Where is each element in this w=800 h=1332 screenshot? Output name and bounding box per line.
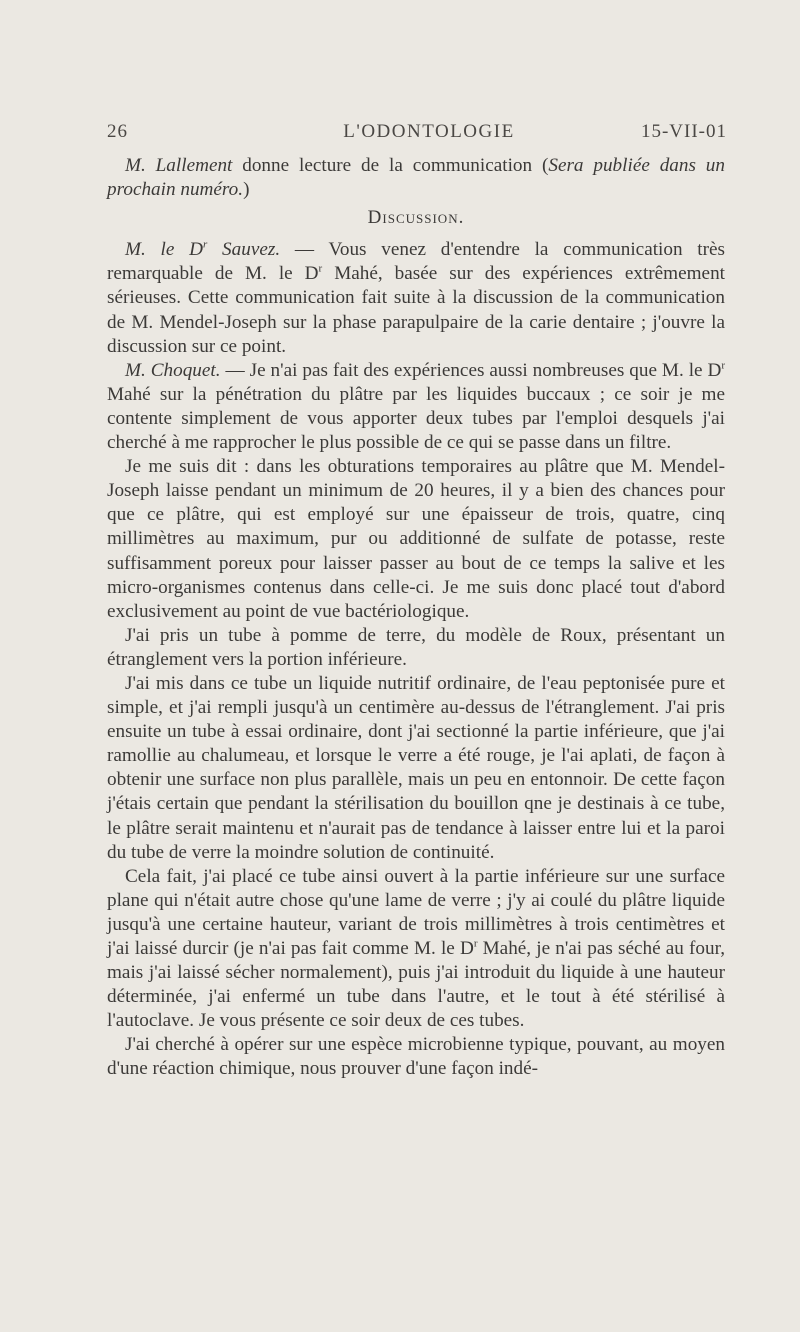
issue-date: 15-VII-01 [640,121,727,142]
page-number: 26 [107,121,128,142]
paragraph-cela-fait: Cela fait, j'ai placé ce tube ainsi ouvert à la partie inférieure sur une surface plane qui n'était autre chose qu'une lame de verre ; j'y ai coulé du plâtre liquide jusqu'à une certaine hauteur, variant de trois millimètres à trois centimètres et j'ai laissé durcir (je n'ai pas fait comme M. le $D^r$ Mahé, je n'ai pas séché au four, mais j'ai laissé sécher normalement), puis j'ai introduit du liquide à une hauteur déterminée, j'ai enfermé un tube dans l'autre, et le tout à été stérilisé à l'autoclave. Je vous présente ce soir deux de ces tubes. [107,865,725,1032]
page-body [107,154,725,1082]
paragraph-espece-microbienne: J'ai cherché à opérer sur une espèce microbienne typique, pouvant, au moyen d'une réaction chimique, nous prouver d'une façon indé- [107,1034,725,1080]
paragraph-platre: Je me suis dit : dans les obturations temporaires au plâtre que M. Mendel-Joseph laisse pendant un minimum de 20 heures, il y a bien des chances pour que ce plâtre, qui est employé sur une épaisseur de trois, quatre, cinq millimètres au maximum, pur ou additionné de sulfate de potasse, reste suffisamment poreux pour laisser passer au bout de ce temps la salive et les micro-organismes contenus dans celle-ci. Je me suis donc placé tout d'abord exclusivement au point de vue bactériologique. [107,456,725,622]
paragraph-tube-roux: J'ai pris un tube à pomme de terre, du modèle de Roux, présentant un étranglement vers la portion inférieure. [107,624,725,670]
speaker-name: M. le $D^r$ Sauvez. [125,238,281,261]
section-heading: Discussion. [367,207,465,229]
paragraph-choquet: M. Choquet. — Je n'ai pas fait des expériences aussi nombreuses que M. le $D^r$ Mahé sur la pénétration du plâtre par les liquides buccaux ; ce soir je me contente simplement de vous apporter deux tubes par l'emploi desquels j'ai cherché à me rapprocher le plus possible de ce qui se passe dans un filtre. [107,359,726,454]
publication-note: Sera publiée dans un prochain numéro. [107,155,725,201]
speaker-name: M. Lallement [125,155,233,176]
speaker-name: M. Choquet. [125,359,221,381]
page-header [107,121,727,149]
running-title: L'ODONTOLOGIE [343,121,515,142]
paragraph-lallement: M. Lallement donne lecture de la communication (Sera publiée dans un prochain numéro.) [107,155,725,201]
paragraph-liquide-nutritif: J'ai mis dans ce tube un liquide nutritif ordinaire, de l'eau peptonisée pure et simple, et j'ai rempli jusqu'à un centimère au-dessus de l'étranglement. J'ai pris ensuite un tube à essai ordinaire, dont j'ai sectionné la partie inférieure, que j'ai ramollie au chalumeau, et lorsque le verre a été rouge, je l'ai aplati, de façon à obtenir une surface non plus parallèle, mais un peu en entonnoir. De cette façon j'étais certain que pendant la stérilisation du bouillon qne je destinais à ce tube, le plâtre serait maintenu et n'aurait pas de tendance à laisser entre lui et la paroi du tube de verre la moindre solution de continuité. [107,672,725,863]
paragraph-sauvez: M. le $D^r$ Sauvez. — Vous venez d'entendre la communication très remarquable de M. le $D^r$ Mahé, basée sur des expériences extrêmement sérieuses. Cette communication fait suite à la discussion de la communication de M. Mendel-Joseph sur la phase parapulpaire de la carie dentaire ; j'ouvre la discussion sur ce point. [107,238,726,357]
